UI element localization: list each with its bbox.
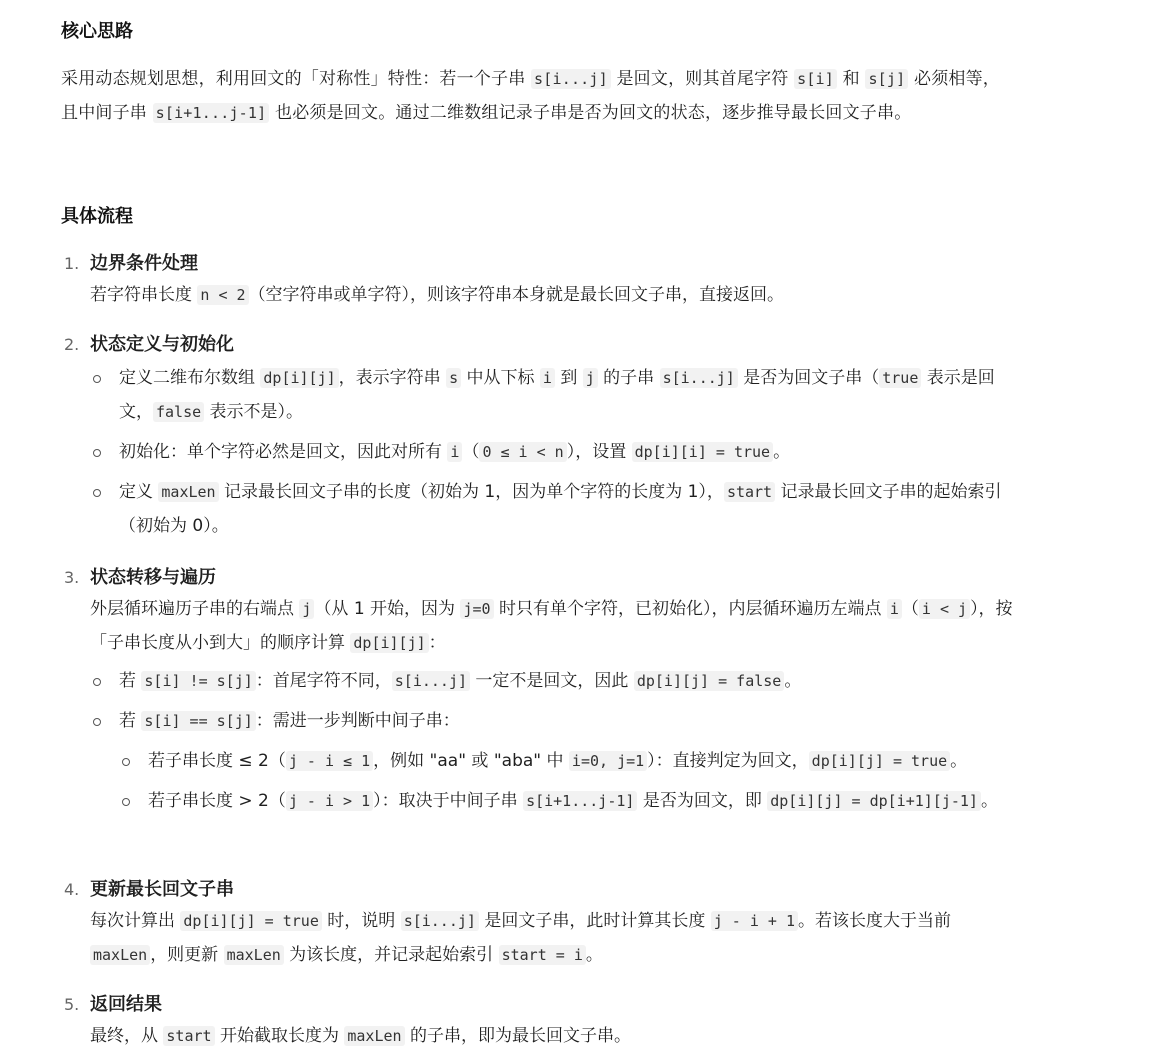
inline-code: dp[i][j]: [350, 633, 428, 653]
text-run: 的子串，即为最长回文子串。: [404, 1026, 631, 1046]
step-number: 3.: [64, 568, 80, 587]
text-run: 到: [554, 368, 583, 388]
text-run: ，表示字符串: [338, 368, 447, 388]
text-run: ），按「子串长度从小到大」的顺序计算: [90, 599, 1013, 653]
bullet-text: [119, 442, 790, 462]
inline-code: i=0, j=1: [569, 751, 647, 771]
step-text: [90, 1019, 1020, 1053]
inline-code: s[i...j]: [392, 671, 470, 691]
step-bullets: [90, 361, 1020, 543]
step-text: [90, 904, 1020, 972]
text-run: （: [462, 442, 480, 462]
inline-code: false: [153, 402, 204, 422]
inline-code: j - i ≤ 1: [286, 751, 373, 771]
text-run: 表示不是）。: [204, 402, 304, 422]
inline-code: true: [879, 368, 921, 388]
text-run: 和: [837, 69, 866, 89]
step-1: [61, 252, 1020, 312]
circle-bullet-icon: [93, 375, 101, 383]
step-title: 状态定义与初始化: [90, 334, 234, 355]
text-run: 。: [980, 791, 998, 811]
text-run: 外层循环遍历子串的右端点: [90, 599, 300, 619]
text-run: 时，说明: [321, 911, 401, 931]
inline-code: s[i+1...j-1]: [523, 791, 637, 811]
step-3: [61, 566, 1020, 818]
inline-code: s[i...j]: [660, 368, 738, 388]
core-idea-paragraph: [61, 62, 1016, 130]
step-4: [61, 878, 1020, 972]
circle-bullet-icon: [93, 489, 101, 497]
text-run: 表示是回文，: [119, 368, 995, 422]
bullet-text: [148, 751, 967, 771]
text-run: 。: [585, 945, 603, 965]
inline-code: s[i+1...j-1]: [153, 103, 270, 123]
circle-bullet-icon: [93, 718, 101, 726]
text-run: 。: [950, 751, 968, 771]
text-run: 一定不是回文，因此: [470, 671, 634, 691]
inline-code: dp[i][j]: [260, 368, 338, 388]
text-run: 。: [784, 671, 802, 691]
inline-code: s[i...j]: [401, 911, 479, 931]
text-run: 初始化：单个字符必然是回文，因此对所有: [119, 442, 448, 462]
text-run: ，则更新: [150, 945, 224, 965]
step-title: 更新最长回文子串: [90, 879, 234, 900]
text-run: 必须相等，且中间子串: [61, 69, 1000, 123]
inline-code: j: [583, 368, 598, 388]
step-2: [61, 333, 1020, 543]
inline-code: start: [724, 482, 775, 502]
text-run: 也必须是回文。通过二维数组记录子串是否为回文的状态，逐步推导最长回文子串。: [269, 103, 912, 123]
bullet-text: [119, 482, 1002, 536]
inline-code: s[i]: [794, 69, 837, 89]
text-run: 是否为回文，即: [637, 791, 768, 811]
list-item: [90, 704, 1020, 818]
text-run: 是回文，则其首尾字符: [610, 69, 795, 89]
inline-code: i < j: [919, 599, 970, 619]
text-run: 的子串: [597, 368, 660, 388]
inline-code: n < 2: [197, 285, 248, 305]
step-text: [90, 592, 1020, 660]
step-title: 状态转移与遍历: [90, 567, 216, 588]
text-run: 采用动态规划思想，利用回文的「对称性」特性：若一个子串: [61, 69, 532, 89]
bullet-text: [119, 671, 801, 691]
text-run: 时只有单个字符，已初始化），内层循环遍历左端点: [493, 599, 887, 619]
list-item: [90, 475, 1020, 543]
step-5: [61, 993, 1020, 1053]
text-run: ）：直接判定为回文，: [647, 751, 809, 771]
heading-specific-flow: 具体流程: [61, 206, 133, 227]
circle-bullet-icon: [122, 758, 130, 766]
text-run: 若字符串长度: [90, 285, 198, 305]
inline-code: j=0: [460, 599, 493, 619]
nested-bullets: [119, 744, 1020, 818]
inline-code: start: [163, 1026, 214, 1046]
text-run: ：首尾字符不同，: [255, 671, 392, 691]
text-run: 记录最长回文子串的起始索引（初始为 0）。: [119, 482, 1002, 536]
step-title: 边界条件处理: [90, 253, 198, 274]
text-run: 中从下标: [461, 368, 540, 388]
circle-bullet-icon: [93, 449, 101, 457]
text-run: 若: [119, 711, 142, 731]
circle-bullet-icon: [93, 678, 101, 686]
text-run: 为该长度，并记录起始索引: [283, 945, 499, 965]
heading-core-idea: 核心思路: [61, 21, 133, 42]
text-run: ，例如 "aa" 或 "aba" 中: [373, 751, 569, 771]
text-run: 若: [119, 671, 142, 691]
step-bullets: [90, 664, 1020, 818]
text-run: 若子串长度 ≤ 2（: [148, 751, 286, 771]
text-run: 若子串长度 > 2（: [148, 791, 286, 811]
text-run: ），设置: [566, 442, 632, 462]
inline-code: dp[i][j] = false: [634, 671, 785, 691]
inline-code: s[j]: [865, 69, 908, 89]
text-run: 最终，从: [90, 1026, 164, 1046]
inline-code: maxLen: [90, 945, 150, 965]
inline-code: dp[i][j] = dp[i+1][j-1]: [767, 791, 981, 811]
inline-code: start = i: [499, 945, 586, 965]
text-run: 定义二维布尔数组: [119, 368, 261, 388]
inline-code: s[i] == s[j]: [141, 711, 255, 731]
text-run: 定义: [119, 482, 159, 502]
text-run: （: [901, 599, 919, 619]
inline-code: dp[i][j] = true: [180, 911, 321, 931]
text-run: 是否为回文子串（: [737, 368, 880, 388]
text-run: ：: [428, 633, 446, 653]
inline-code: maxLen: [224, 945, 284, 965]
inline-code: j - i > 1: [286, 791, 373, 811]
inline-code: i: [540, 368, 555, 388]
step-text: [90, 278, 1020, 312]
inline-code: s[i] != s[j]: [141, 671, 255, 691]
bullet-text: [119, 368, 995, 422]
text-run: 。若该长度大于当前: [798, 911, 952, 931]
inline-code: dp[i][j] = true: [809, 751, 950, 771]
bullet-text: [148, 791, 998, 811]
list-item: [90, 361, 1020, 429]
text-run: 。: [773, 442, 791, 462]
list-item: [119, 744, 1020, 778]
step-number: 1.: [64, 254, 80, 273]
inline-code: 0 ≤ i < n: [479, 442, 566, 462]
step-number: 5.: [64, 995, 80, 1014]
list-item: [90, 435, 1020, 469]
inline-code: dp[i][i] = true: [632, 442, 773, 462]
list-item: [90, 664, 1020, 698]
inline-code: j - i + 1: [711, 911, 798, 931]
text-run: 每次计算出: [90, 911, 181, 931]
bullet-text: [119, 711, 460, 731]
step-number: 4.: [64, 880, 80, 899]
inline-code: maxLen: [158, 482, 218, 502]
text-run: 开始截取长度为: [214, 1026, 345, 1046]
list-item: [119, 784, 1020, 818]
text-run: （从 1 开始，因为: [314, 599, 461, 619]
inline-code: s[i...j]: [531, 69, 611, 89]
inline-code: i: [887, 599, 902, 619]
text-run: 是回文子串，此时计算其长度: [478, 911, 711, 931]
text-run: 记录最长回文子串的长度（初始为 1，因为单个字符的长度为 1），: [218, 482, 724, 502]
inline-code: j: [299, 599, 314, 619]
inline-code: maxLen: [344, 1026, 404, 1046]
inline-code: s: [446, 368, 461, 388]
circle-bullet-icon: [122, 798, 130, 806]
text-run: ：需进一步判断中间子串：: [255, 711, 460, 731]
inline-code: i: [447, 442, 462, 462]
step-title: 返回结果: [90, 994, 162, 1015]
step-number: 2.: [64, 335, 80, 354]
text-run: （空字符串或单字符），则该字符串本身就是最长回文子串，直接返回。: [248, 285, 785, 305]
text-run: ）：取决于中间子串: [373, 791, 524, 811]
